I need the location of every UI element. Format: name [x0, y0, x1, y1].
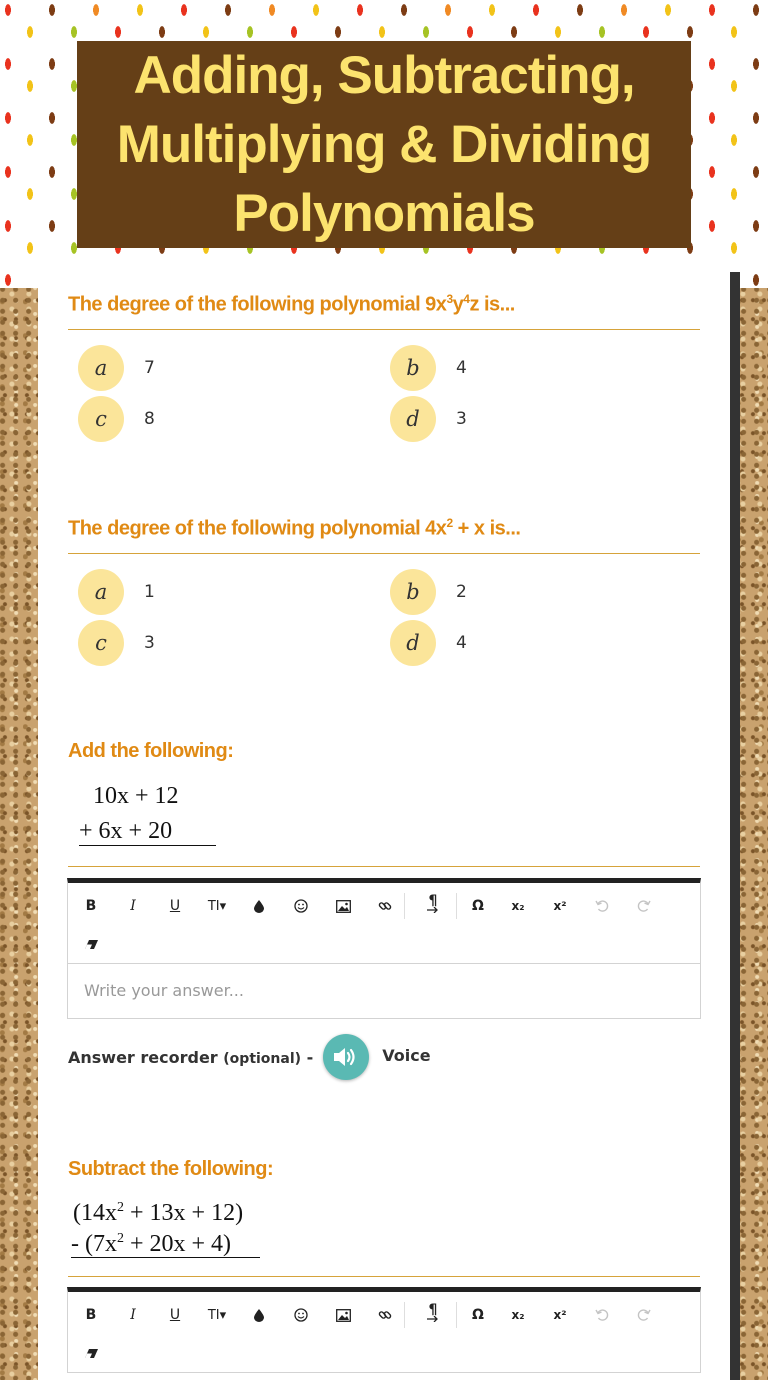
link-button[interactable]: [368, 1301, 402, 1329]
redo-button[interactable]: [627, 892, 661, 920]
drop-icon: [254, 900, 264, 913]
subtract-expression-underline: [71, 1257, 260, 1258]
subtract-expression-line-1: $(14x^2 + 13x + 12)$: [73, 1200, 244, 1226]
clear-format-button[interactable]: [74, 930, 108, 958]
option-letter-badge: a: [78, 569, 124, 615]
clear-format-button[interactable]: [74, 1339, 108, 1367]
question-3-divider: [68, 866, 700, 867]
option-letter-badge: b: [390, 569, 436, 615]
toolbar-separator: [404, 1302, 405, 1328]
image-button[interactable]: [326, 1301, 360, 1329]
q1-option-c[interactable]: [78, 396, 155, 442]
answer-editor-1: [67, 878, 701, 1019]
emoji-button[interactable]: [284, 892, 318, 920]
option-letter-badge: d: [390, 620, 436, 666]
q2-option-a[interactable]: [78, 569, 155, 615]
editor-toolbar: [68, 1292, 700, 1372]
link-button[interactable]: [368, 892, 402, 920]
speaker-icon: [332, 1045, 360, 1069]
option-letter-badge: b: [390, 345, 436, 391]
editor-toolbar: [68, 883, 700, 963]
eraser-icon: [84, 1348, 99, 1359]
option-letter-badge: c: [78, 396, 124, 442]
paragraph-direction-button[interactable]: [416, 1299, 450, 1327]
question-1-prompt: The degree of the following polynomial $9x^3y^4z$ is...: [68, 292, 515, 316]
text-color-button[interactable]: [242, 1301, 276, 1329]
emoji-icon: [294, 1308, 308, 1322]
redo-icon: [637, 899, 651, 913]
q1-option-d[interactable]: [390, 396, 467, 442]
option-text: 1: [144, 582, 155, 602]
image-icon: [336, 900, 351, 913]
undo-icon: [595, 1308, 609, 1322]
emoji-icon: [294, 899, 308, 913]
option-text: 3: [144, 633, 155, 653]
link-icon: [378, 899, 392, 913]
undo-button[interactable]: [585, 1301, 619, 1329]
toolbar-separator: [404, 893, 405, 919]
option-letter-badge: d: [390, 396, 436, 442]
option-text: 2: [456, 582, 467, 602]
add-expression-line-2: + 6x + 20: [79, 818, 173, 844]
subscript-button[interactable]: x₂: [511, 899, 525, 913]
q1-option-b[interactable]: [390, 345, 467, 391]
card-shadow: [730, 272, 740, 1380]
worksheet-title-banner: [77, 41, 691, 248]
voice-label[interactable]: Voice: [382, 1045, 431, 1065]
underline-button[interactable]: U: [169, 1307, 181, 1323]
option-text: 4: [456, 633, 467, 653]
question-3-prompt: Add the following:: [68, 740, 234, 762]
recorder-label: Answer recorder (optional) -: [68, 1047, 314, 1067]
paragraph-icon: ¶: [428, 1302, 438, 1318]
record-voice-button[interactable]: [323, 1034, 369, 1080]
subtract-expression-line-2: - $(7x^2 + 20x + 4)$: [71, 1231, 232, 1257]
subscript-button[interactable]: x₂: [511, 1308, 525, 1322]
bold-button[interactable]: B: [85, 1307, 97, 1323]
image-button[interactable]: [326, 892, 360, 920]
q2-option-c[interactable]: [78, 620, 155, 666]
answer-recorder: [68, 1034, 431, 1080]
redo-button[interactable]: [627, 1301, 661, 1329]
text-color-button[interactable]: [242, 892, 276, 920]
arrow-right-icon: [427, 1316, 439, 1322]
answer-editor-2: [67, 1287, 701, 1373]
italic-button[interactable]: I: [130, 1307, 136, 1323]
toolbar-separator: [456, 893, 457, 919]
paragraph-direction-button[interactable]: [416, 890, 450, 918]
paragraph-icon: ¶: [428, 893, 438, 909]
italic-button[interactable]: I: [130, 898, 136, 914]
option-letter-badge: c: [78, 620, 124, 666]
special-char-button[interactable]: Ω: [472, 1307, 484, 1323]
redo-icon: [637, 1308, 651, 1322]
question-4-divider: [68, 1276, 700, 1277]
option-text: 7: [144, 358, 155, 378]
arrow-right-icon: [427, 907, 439, 913]
add-expression-underline: [79, 845, 216, 846]
q2-option-b[interactable]: [390, 569, 467, 615]
option-text: 4: [456, 358, 467, 378]
superscript-button[interactable]: x²: [553, 1308, 567, 1322]
eraser-icon: [84, 939, 99, 950]
worksheet-title: Adding, Subtracting, Multiplying & Dividing Polynomials: [116, 46, 652, 243]
link-icon: [378, 1308, 392, 1322]
undo-icon: [595, 899, 609, 913]
question-2-divider: [68, 553, 700, 554]
option-text: 3: [456, 409, 467, 429]
image-icon: [336, 1309, 351, 1322]
question-1-divider: [68, 329, 700, 330]
bold-button[interactable]: B: [85, 898, 97, 914]
underline-button[interactable]: U: [169, 898, 181, 914]
emoji-button[interactable]: [284, 1301, 318, 1329]
drop-icon: [254, 1309, 264, 1322]
text-size-dropdown[interactable]: TI▾: [207, 898, 227, 914]
q2-option-d[interactable]: [390, 620, 467, 666]
option-letter-badge: a: [78, 345, 124, 391]
question-2-prompt: The degree of the following polynomial $4x^2 + x$ is...: [68, 516, 521, 540]
q1-option-a[interactable]: [78, 345, 155, 391]
toolbar-separator: [456, 1302, 457, 1328]
answer-input[interactable]: Write your answer...: [68, 963, 700, 1018]
special-char-button[interactable]: Ω: [472, 898, 484, 914]
add-expression-line-1: 10x + 12: [93, 783, 179, 809]
question-4-prompt: Subtract the following:: [68, 1158, 274, 1180]
text-size-dropdown[interactable]: TI▾: [207, 1307, 227, 1323]
undo-button[interactable]: [585, 892, 619, 920]
option-text: 8: [144, 409, 155, 429]
superscript-button[interactable]: x²: [553, 899, 567, 913]
